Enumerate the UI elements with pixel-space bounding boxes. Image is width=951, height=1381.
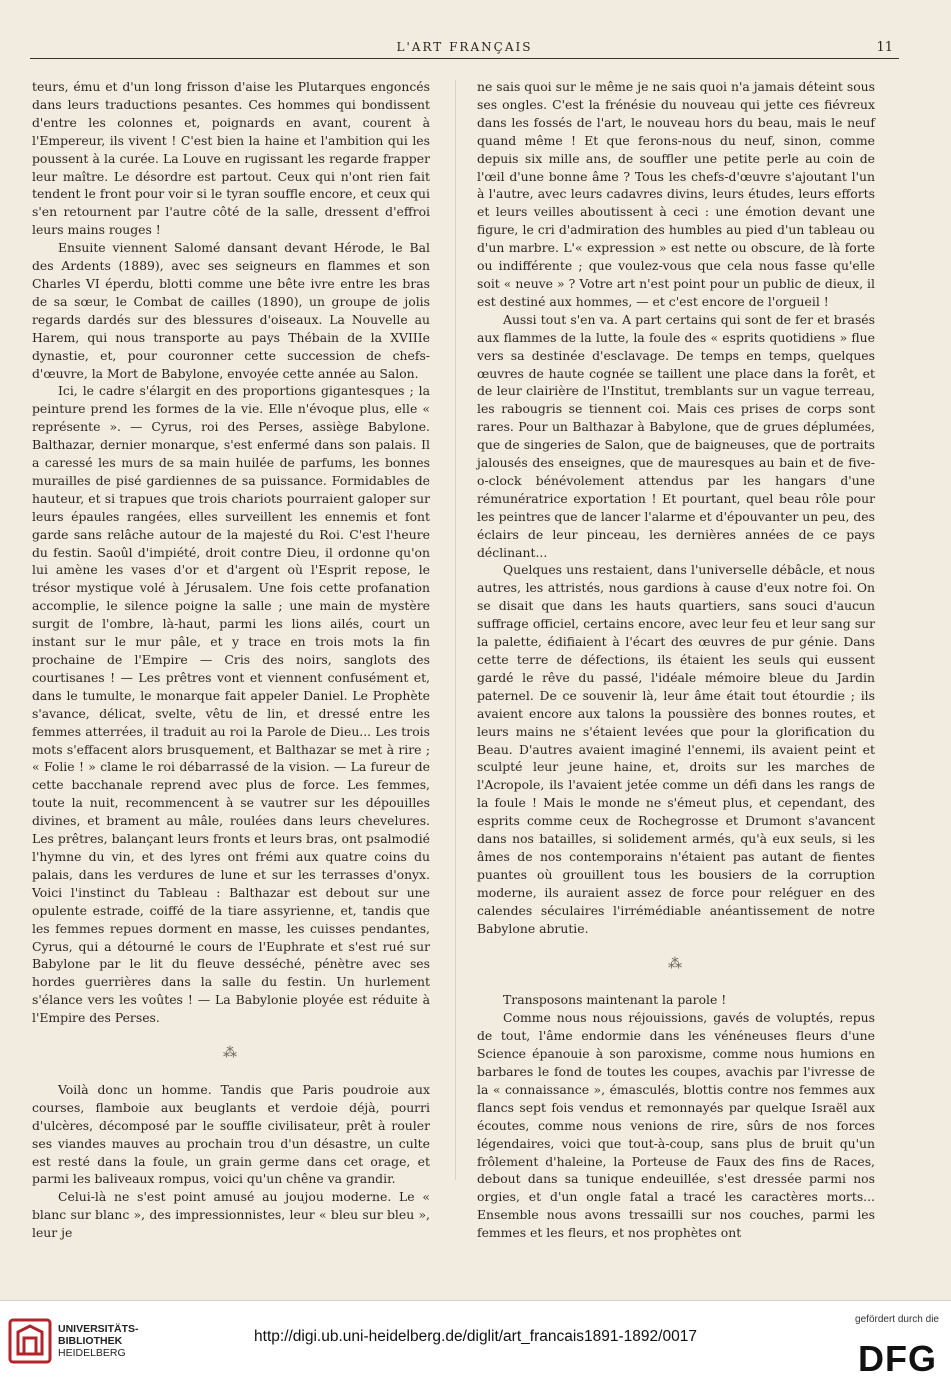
right-column [477, 78, 875, 1242]
paragraph: Ensuite viennent Salomé dansant devant Hérode, le Bal des Ardents (1889), avec ses seigneurs en flammes et son Charles VI éperdu, blotti comme une bête ivre entre les bras de sa sœur, le Combat de cailles (1890), un groupe de jolis regards dardés sur des blessures d'oiseaux. La Nouvelle au Harem, qui nous transporte au pays Thébain de la XVIIIe dynastie, et, pour couronner cette succession de chefs-d'œuvre, la Mort de Babylone, envoyée cette année au Salon. [32, 240, 430, 381]
digitization-footer [0, 1300, 951, 1381]
paragraph: Transposons maintenant la parole ! [503, 992, 727, 1008]
paragraph: Comme nous nous réjouissions, gavés de voluptés, repus de tout, l'âme endormie dans les vénéneuses fleurs d'une Science épanouie à son paroxisme, comme nous humions en barbares le fond de toutes les coupes, avachis par l'ivresse de la « connaissance », émasculés, blottis contre nos femmes aux flancs sept fois vendus et remonnayés par quelque Israël aux écoutes, comme nous venions de rire, sûrs de nos forces légendaires, voici que tout-à-coup, sans plus de bruit qu'un frôlement d'haleine, la Porteuse de Faux des fins de Races, debout dans sa tunique endeuillée, s'est dressée parmi nos orgies, et d'un ongle fatal a tracé les caractères morts... Ensemble nous avons tressailli sur nos couches, parmi les femmes et les fleurs, et nos prophètes ont [477, 1010, 875, 1241]
paragraph: Ici, le cadre s'élargit en des proportions gigantesques ; la peinture prend les formes de la vie. Elle n'évoque plus, elle « représente ». — Cyrus, roi des Perses, assiège Babylone. Balthazar, dernier monarque, s'est enfermé dans son palais. Il a caressé les murs de sa main huilée de parfums, les bonnes murailles de pisé gardiennes de sa puissance. Formidables de hauteur, et si trapues que trois chariots pourraient galoper sur leurs épaules rangées, elles surveillent les ennemis et font garde sans relâche autour de la majesté du Roi. C'est l'heure du festin. Saoûl d'impiété, droit contre Dieu, il ordonne qu'on lui amène les vases d'or et d'argent où l'Esprit repose, le trésor mystique volé à Jérusalem. Une fois cette profanation accomplie, le silence poigne la salle ; une main de mystère surgit de l'ombre, là-haut, parmi les lions ailés, court un instant sur le mur pâle, et y trace en trois mots la fin prochaine de l'Empire — Cris des noirs, sanglots des courtisanes ! — Les prêtres vont et viennent confusément et, dans le tumulte, le monarque fait appeler Daniel. Le Prophète s'avance, délicat, svelte, vêtu de lin, et dressé entre les femmes atterrées, il traduit au roi la Parole de Dieu... Les trois mots s'effacent alors brusquement, et Balthazar se met à rire ; « Folie ! » clame le roi débarrassé de la vision. — La fureur de cette bacchanale reprend avec plus de force. Les femmes, toute la nuit, recommencent à se vautrer sur les dépouilles divines, et brament au mâle, roulées dans leurs chevelures. Les prêtres, balançant leurs fronts et leurs bras, ont psalmodié l'hymne du vin, et des lyres ont frémi aux quatre coins du palais, dans les verdures de lune et sur les terrasses d'onyx. Voici l'instinct du Tableau : Balthazar est debout sur une opulente estrade, coiffé de la tiare assyrienne, et, tandis que les femmes repues dorment en masse, les cuisses pendantes, Cyrus, qui a détourné le cours de l'Euphrate et s'est rué sur Babylone par le lit du fleuve desséché, pénètre avec ses hordes guerrières dans la salle du festin. Un hurlement s'élance vers les voûtes ! — La Babylonie ployée est réduite à l'Empire des Perses. [32, 383, 430, 1026]
paragraph: Aussi tout s'en va. A part certains qui sont de fer et brasés aux flammes de la lutte, la foule des « esprits quotidiens » flue vers sa destinée d'esclavage. De temps en temps, quelques œuvres de haute cognée se taillent une place dans la forêt, et de leur clairière de l'Institut, tremblants sur un vague terreau, les rabougris se tiennent coi. Mais ces prises de corps sont rares. Pour un Balthazar à Babylone, que de grues déplumées, que de singeries de Salon, que de baigneuses, que de portraits jalousés des enseignes, que de mauresques au bain et de five-o-clock bénévolement attendus par les hangars d'une rémunératrice exportation ! Et pourtant, quel beau rôle pour les peintres que de lancer l'alarme et d'épouvanter un peu, des éclairs de leur pinceau, les dernières années de ce pays déclinant... [477, 311, 875, 560]
dfg-logo: DFG [858, 1338, 937, 1379]
journal-title: L'ART FRANÇAIS [396, 40, 533, 54]
paragraph: Voilà donc un homme. Tandis que Paris poudroie aux courses, flamboie aux beuglants et verdoie déjà, pourri d'ulcères, décomposé par le souffle civilisateur, prêt à rouler ses viandes mauves au prochain trou d'un désastre, un culte est resté dans la foule, un grain germe dans cet orage, et parmi les baliveaux rompus, voici qu'un chêne va grandir. [32, 1081, 430, 1187]
source-url-link[interactable]: http://digi.ub.uni-heidelberg.de/diglit/art_francais1891-1892/0017 [254, 1328, 697, 1345]
running-header [30, 38, 899, 59]
funding-note: gefördert durch die [855, 1314, 939, 1325]
left-column [32, 78, 430, 1242]
footer-divider [0, 1300, 951, 1301]
paragraph: Quelques uns restaient, dans l'universelle débâcle, et nous autres, les attristés, nous gardions à cause d'eux notre foi. On se disait que dans les hauts quartiers, sans souci d'aucun suffrage officiel, certains encore, avec leur feu et leur sang sur la palette, édifiaient à l'écart des œuvres de pur génie. Dans cette terre de défections, ils étaient les seuls qui eussent gardé le rêve du passé, l'idéale mémoire bleue du Jardin paternel. De ce souvenir là, leur âme était tout étourdie ; ils avaient encore aux talons la poussière des bonnes routes, et leurs mains ne s'étaient levées que pour la glorification du Beau. D'autres avaient imaginé l'ennemi, ils avaient peint et sculpté leur jeune haine, et, droits sur les marches de l'Acropole, ils l'avaient jetée comme un défi dans les rangs de la foule ! Mais le monde ne s'émeut plus, et cependant, des esprits comme ceux de Rochegrosse et Drumont s'avancent dans nos batailles, si solidement armés, qu'à eux seuls, si les âmes de nos contemporains n'étaient pas autant de fientes puantes où grouillent tous les bousiers de la corruption moderne, ils auraient assez de force pour reléguer en des calendes séculaires l'irrémédiable anéantissement de notre Babylone abrutie. [477, 562, 875, 936]
paragraph: teurs, ému et d'un long frisson d'aise les Plutarques engoncés dans leurs traductions pesantes. Ces hommes qui bondissent d'entre les colonnes et, poignards en avant, courent à l'Empereur, ils vivent ! C'est bien la haine et l'ambition qui les poussent à la curée. La Louve en rugissant les regarde frapper leur maître. Le désordre est partout. Ceux qui n'ont rien fait tendent le front pour voir si le tyran souffle encore, et ceux qui s'en retournent par l'autre côté de la salle, dressent d'effroi leurs mains rouges ! [32, 79, 430, 238]
paragraph: Celui-là ne s'est point amusé au joujou moderne. Le « blanc sur blanc », des impressionnistes, leur « bleu sur bleu », leur je [32, 1189, 430, 1241]
section-ornament: ⁂ [223, 1045, 239, 1062]
column-divider [455, 80, 456, 1180]
paragraph: ne sais quoi sur le même je ne sais quoi n'a jamais déteint sous ses ongles. C'est la frénésie du nouveau qui jette ces fiévreux dans les fossés de l'art, le nouveau hors du beau, mais le neuf quand même ! Et que ferons-nous du neuf, sinon, comme depuis six mille ans, de souffler une petite perle au coin de l'œil d'une bonne âme ? Tous les chefs-d'œuvre s'ajoutant l'un à l'autre, avec leurs cadavres divins, leurs études, leurs efforts et leurs veilles aboutissent à ceci : une émotion devant une figure, le cri d'admiration des humbles au pied d'un tableau ou d'un marbre. L'« expression » est nette ou obscure, de là forte ou indifférente ; que voulez-vous que cela nous fasse qu'elle soit « neuve » ? Votre art n'est point pour un public de dieux, il est destiné aux hommes, — et c'est encore de l'orgueil ! [477, 79, 875, 309]
page-number: 11 [876, 40, 893, 55]
institution-name: UNIVERSITÄTS- BIBLIOTHEK HEIDELBERG [58, 1323, 139, 1359]
section-ornament: ⁂ [668, 955, 684, 972]
